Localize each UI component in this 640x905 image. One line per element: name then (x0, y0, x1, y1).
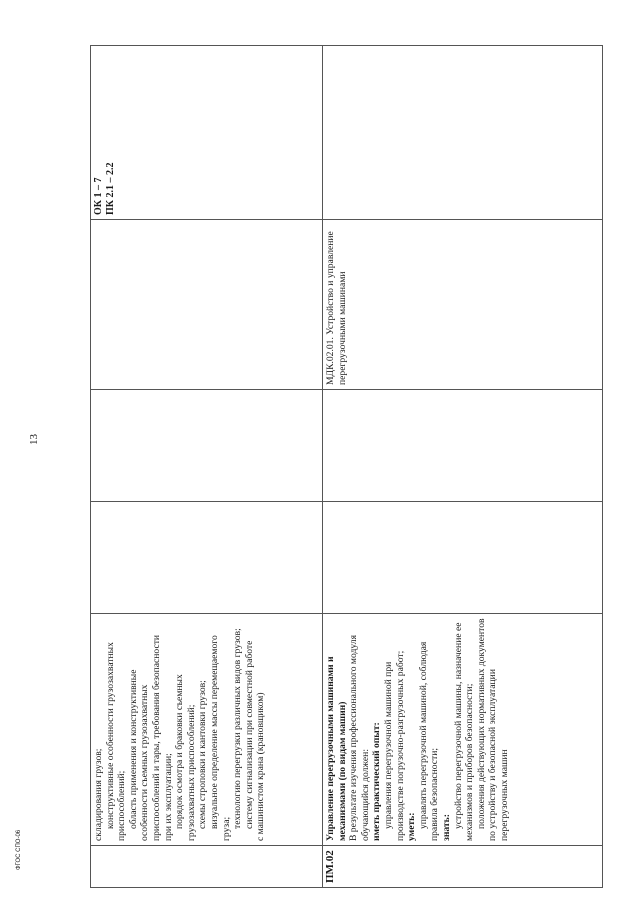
table-row-continuation (91, 46, 323, 888)
row2-content-cell (323, 614, 603, 846)
row2-mdk-cell (323, 220, 603, 390)
skills-label: уметь: (406, 812, 418, 841)
rotated-table-container (90, 46, 602, 888)
content-line: с машинистом крана (крановщиком) (255, 692, 267, 841)
table-row-pm02 (323, 46, 603, 888)
row1-col3-cell (91, 502, 323, 614)
row2-code-cell (323, 846, 603, 888)
knowledge-label: знать: (440, 814, 452, 841)
curriculum-table (90, 45, 603, 888)
row1-code-cell (91, 846, 323, 888)
row2-col3-cell (323, 502, 603, 614)
row1-competencies-cell (91, 46, 323, 220)
page-footer: ФГОС СПО-06 (16, 829, 22, 870)
content-line: особенности съемных грузозахватных (139, 684, 151, 841)
experience-text: управления перегрузочной машиной при производстве погрузочно-разгрузочных работ; (382, 650, 406, 841)
page-number: 13 (28, 434, 40, 445)
content-line: грузозахватных приспособлений; (185, 704, 197, 841)
content-line: при их эксплуатации; (162, 753, 174, 841)
row2-competencies-cell (323, 46, 603, 220)
module-code: ПМ.02 (324, 850, 336, 883)
skills-text: управлять перегрузочной машиной, соблюдая правила безопасности; (417, 641, 441, 841)
competency-ok: ОК 1 – 7 (93, 177, 104, 215)
module-title: Управление перегрузочными машинами и механизмами (по видам машин) (325, 656, 348, 841)
content-line: груза; (220, 816, 232, 841)
row1-content-cell (91, 614, 323, 846)
content-line: технологию перегрузки различных видов грузов; (232, 628, 244, 829)
module-intro: В результате изучения профессионального модуля обучающийся должен: (348, 635, 371, 841)
content-line: складирования грузов; (93, 748, 104, 841)
experience-label: иметь практический опыт: (371, 722, 383, 841)
knowledge-line: устройство перегрузочной машины, назначение ее механизмов и приборов безопасности; (452, 622, 476, 841)
content-line: конструктивные особенности грузозахватных (104, 642, 116, 829)
competency-pk: ПК 2.1 – 2.2 (105, 162, 116, 215)
content-line: систему сигнализации при совместной работе (243, 640, 255, 829)
content-line: порядок осмотра и браковки съемных (174, 674, 186, 829)
content-line: область применения и конструктивные (127, 669, 139, 829)
row2-col4-cell (323, 390, 603, 502)
curriculum-table-sheet (90, 46, 602, 888)
knowledge-line: положения действующих нормативных документов по устройству и безопасной эксплуатации перегрузочных машин (475, 618, 510, 841)
mdk-title: МДК.02.01. Устройство и управление перегрузочными машинами (325, 231, 348, 385)
row1-col4-cell (91, 390, 323, 502)
row1-mdk-cell (91, 220, 323, 390)
content-line: приспособлений; (116, 770, 128, 841)
content-line: приспособлений и тары, требования безопасности (150, 634, 162, 841)
content-line: схемы строповки и кантовки грузов; (197, 680, 209, 829)
content-line: визуальное определение массы перемещаемого (208, 635, 220, 829)
